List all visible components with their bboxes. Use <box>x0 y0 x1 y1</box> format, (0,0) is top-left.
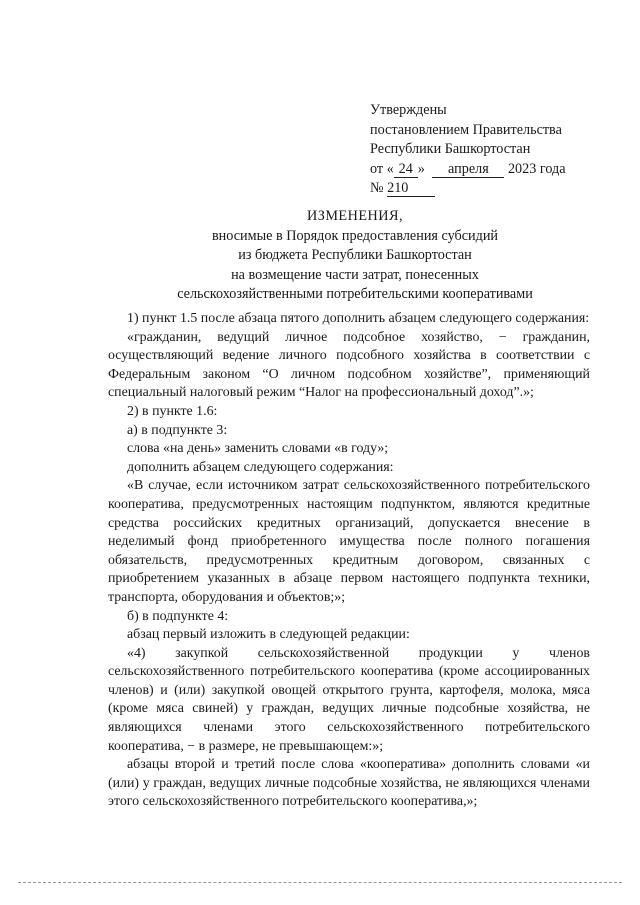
heading-title: ИЗМЕНЕНИЯ, <box>306 208 404 224</box>
paragraph-3: 2) в пункте 1.6: <box>127 403 218 419</box>
paragraph-2: «гражданин, ведущий личное подсобное хозяйство, − гражданин, осуществляющий ведение личного подсобного хозяйства в соответствии с Федеральным законом “О личном подсобном хозяйстве”, применяющий специальный налоговый режим “Налог на профессиональный доход”.»; <box>108 329 590 401</box>
paragraph-9: абзац первый изложить в следующей редакции: <box>127 627 410 643</box>
paragraph-7: «В случае, если источником затрат сельскохозяйственного потребительского кооператива, предусмотренных настоящим подпунктом, являются кредитные средства российских кредитных организаций, допускается внесение в неделимый фонд приобретенного имущества после полного погашения обязательств, предусмотренных кредитным договором, связанных с приобретением указанных в абзаце первом настоящего подпункта техники, транспорта, оборудования и объектов;»; <box>108 478 590 605</box>
paragraph-10: «4) закупкой сельскохозяйственной продукции у членов сельскохозяйственного потребительского кооператива (кроме ассоциированных членов) и (или) закупкой овощей открытого грунта, картофеля, молока, мяса (кроме мяса свиней) у граждан, ведущих личные подсобные хозяйства, не являющихся членами этого сельскохозяйственного потребительского кооператива, − в размере, не превышающем:»; <box>108 645 590 754</box>
approval-date <box>370 160 566 180</box>
number-value: 210 <box>387 181 435 197</box>
document-body <box>108 310 590 812</box>
date-day: 24 <box>394 162 418 178</box>
heading-line-1: вносимые в Порядок предоставления субсидий <box>211 227 499 244</box>
paragraph-5: слова «на день» заменить словами «в году»; <box>127 441 389 457</box>
date-year: 2023 года <box>507 160 566 177</box>
approval-line-republic: Республики Башкортостан <box>370 141 531 157</box>
paragraph-11: абзацы второй и третий после слова «кооператива» дополнить словами «и (или) у граждан, ведущих личные подсобные хозяйства, не являющихся членами этого сельскохозяйственного потребительского кооператива,»; <box>108 757 590 810</box>
paragraph-8: б) в подпункте 4: <box>127 608 229 624</box>
document-heading <box>150 207 560 305</box>
heading-line-4: сельскохозяйственными потребительскими кооперативами <box>177 286 533 302</box>
paragraph-4: а) в подпункте 3: <box>127 422 228 438</box>
approval-line-resolution: постановлением Правительства <box>370 121 562 138</box>
heading-line-2: из бюджета Республики Башкортостан <box>238 247 472 263</box>
approval-line-approved: Утверждены <box>370 102 447 118</box>
date-month: апреля <box>432 162 504 178</box>
number-sign: № <box>370 180 384 196</box>
date-quote: » <box>417 160 425 177</box>
date-prefix: от « <box>370 160 394 177</box>
page-bottom-divider <box>18 882 622 883</box>
approval-number <box>370 179 566 199</box>
approval-block <box>370 101 566 199</box>
paragraph-1: 1) пункт 1.5 после абзаца пятого дополнить абзацем следующего содержания: <box>127 311 590 326</box>
paragraph-6: дополнить абзацем следующего содержания: <box>127 459 394 475</box>
heading-line-3: на возмещение части затрат, понесенных <box>231 266 479 283</box>
